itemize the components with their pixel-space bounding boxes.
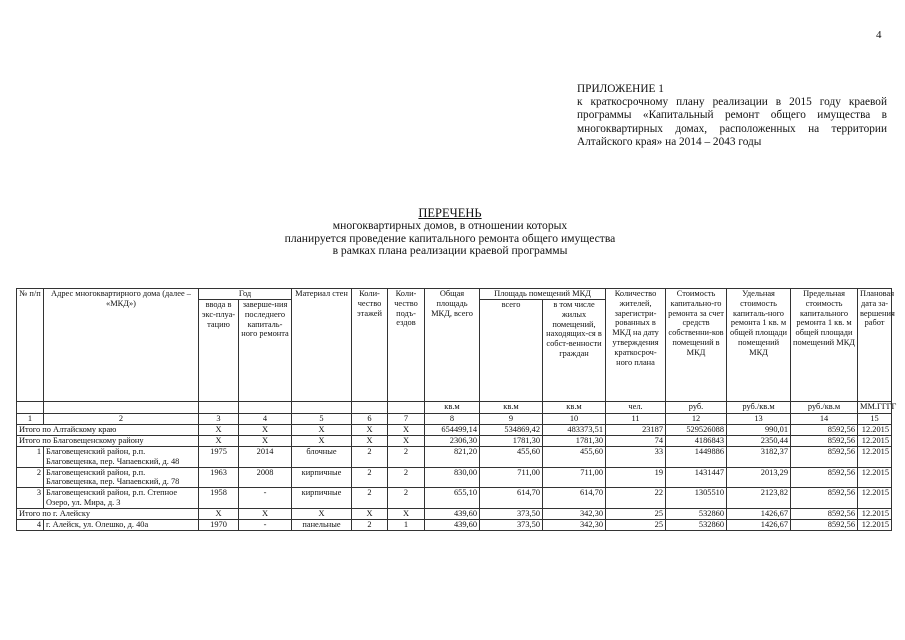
header-area-all: всего <box>480 300 543 402</box>
cell-residents: 22 <box>606 488 666 509</box>
cell-unit-cost: 1426,67 <box>727 519 791 530</box>
cell-area-all: 711,00 <box>480 467 543 488</box>
header-total-area: Общая площадь МКД, всего <box>425 289 480 402</box>
unit-cell: руб. <box>666 402 727 414</box>
houses-table <box>16 288 897 531</box>
header-entrances: Коли-чество подъ-ездов <box>388 289 425 402</box>
total-row <box>17 436 892 447</box>
table-row <box>17 467 892 488</box>
cell-year-completion: Х <box>239 508 292 519</box>
cell-year-completion: Х <box>239 436 292 447</box>
table-row <box>17 488 892 509</box>
cell-residents: 19 <box>606 467 666 488</box>
cell-planned-date: 12.2015 <box>858 436 892 447</box>
title-line-1: многоквартирных домов, в отношении которых <box>332 219 568 233</box>
cell-no: 3 <box>17 488 44 509</box>
cell-floors: 2 <box>352 519 388 530</box>
cell-max-cost: 8592,56 <box>791 425 858 436</box>
cell-area-all: 455,60 <box>480 447 543 468</box>
cell-area-living: 455,60 <box>543 447 606 468</box>
cell-entrances: 1 <box>388 519 425 530</box>
cell-planned-date: 12.2015 <box>858 447 892 468</box>
cell-year-completion: Х <box>239 425 292 436</box>
cell-year-commission: 1970 <box>199 519 239 530</box>
cell-floors: 2 <box>352 447 388 468</box>
header-floors: Коли-чество этажей <box>352 289 388 402</box>
page-number: 4 <box>876 29 882 41</box>
col-number: 9 <box>480 414 543 425</box>
cell-residents: 33 <box>606 447 666 468</box>
cell-wall: панельные <box>292 519 352 530</box>
header-cost: Стоимость капитально-го ремонта за счет средств собственни-ков помещений в МКД <box>666 289 727 402</box>
cell-cost: 1449886 <box>666 447 727 468</box>
title-line-2: планируется проведение капитального ремонта общего имущества <box>284 231 616 245</box>
cell-cost: 4186843 <box>666 436 727 447</box>
header-no: № п/п <box>17 289 44 402</box>
col-number: 14 <box>791 414 858 425</box>
cell-area-all: 373,50 <box>480 519 543 530</box>
cell-max-cost: 8592,56 <box>791 467 858 488</box>
total-label: Итого по Алтайскому краю <box>17 425 199 436</box>
document-title <box>200 207 700 258</box>
col-number: 12 <box>666 414 727 425</box>
cell-area-living: 483373,51 <box>543 425 606 436</box>
col-number: 5 <box>292 414 352 425</box>
cell-year-commission: Х <box>199 508 239 519</box>
header-wall: Материал стен <box>292 289 352 402</box>
col-number: 1 <box>17 414 44 425</box>
cell-year-commission: Х <box>199 425 239 436</box>
cell-area-living: 342,30 <box>543 508 606 519</box>
cell-floors: Х <box>352 425 388 436</box>
header-area-living: в том числе жилых помещений, находящих-ся в собст-венности граждан <box>543 300 606 402</box>
cell-year-completion: - <box>239 488 292 509</box>
cell-no: 2 <box>17 467 44 488</box>
cell-entrances: 2 <box>388 467 425 488</box>
cell-area-living: 342,30 <box>543 519 606 530</box>
cell-wall: блочные <box>292 447 352 468</box>
col-number: 8 <box>425 414 480 425</box>
cell-year-commission: 1958 <box>199 488 239 509</box>
cell-unit-cost: 2123,82 <box>727 488 791 509</box>
cell-entrances: Х <box>388 508 425 519</box>
unit-cell: кв.м <box>480 402 543 414</box>
cell-max-cost: 8592,56 <box>791 447 858 468</box>
header-year-commission: ввода в экс-плуа-тацию <box>199 300 239 402</box>
cell-total-area: 830,00 <box>425 467 480 488</box>
title-line-3: в рамках плана реализации краевой программы <box>332 244 568 258</box>
col-number: 11 <box>606 414 666 425</box>
col-number: 2 <box>44 414 199 425</box>
cell-year-completion: - <box>239 519 292 530</box>
cell-address: Благовещенский район, р.п. Степное Озеро, ул. Мира, д. 3 <box>44 488 199 509</box>
header-year: Год <box>199 289 292 300</box>
cell-planned-date: 12.2015 <box>858 425 892 436</box>
cell-floors: Х <box>352 508 388 519</box>
units-row <box>17 402 892 414</box>
appendix-text: к краткосрочному плану реализации в 2015 году краевой программы «Капитальный ремонт общего имущества в многоквартирных домах, расположенных на территории Алтайского края» на 2014 – 2043 годы <box>577 96 887 148</box>
cell-area-living: 1781,30 <box>543 436 606 447</box>
cell-entrances: Х <box>388 425 425 436</box>
cell-residents: 25 <box>606 508 666 519</box>
cell-area-living: 614,70 <box>543 488 606 509</box>
cell-year-completion: 2014 <box>239 447 292 468</box>
cell-planned-date: 12.2015 <box>858 488 892 509</box>
cell-wall: Х <box>292 508 352 519</box>
cell-unit-cost: 2013,29 <box>727 467 791 488</box>
cell-area-living: 711,00 <box>543 467 606 488</box>
col-number: 4 <box>239 414 292 425</box>
cell-cost: 529526088 <box>666 425 727 436</box>
cell-no: 4 <box>17 519 44 530</box>
cell-floors: 2 <box>352 488 388 509</box>
cell-unit-cost: 2350,44 <box>727 436 791 447</box>
table-row <box>17 447 892 468</box>
unit-cell: ММ.ГГГГ <box>858 402 892 414</box>
cell-year-completion: 2008 <box>239 467 292 488</box>
header-max-cost: Предельная стоимость капитального ремонта 1 кв. м общей площади помещений МКД <box>791 289 858 402</box>
title-heading: ПЕРЕЧЕНЬ <box>418 206 482 220</box>
cell-residents: 74 <box>606 436 666 447</box>
cell-year-commission: 1975 <box>199 447 239 468</box>
cell-total-area: 439,60 <box>425 508 480 519</box>
cell-wall: кирпичные <box>292 488 352 509</box>
header-area-group: Площадь помещений МКД <box>480 289 606 300</box>
header-residents: Количество жителей, зарегистри-рованных в МКД на дату утверждения краткосроч-ного плана <box>606 289 666 402</box>
cell-year-commission: Х <box>199 436 239 447</box>
total-row <box>17 508 892 519</box>
cell-wall: Х <box>292 425 352 436</box>
cell-cost: 532860 <box>666 508 727 519</box>
cell-entrances: 2 <box>388 488 425 509</box>
cell-total-area: 654499,14 <box>425 425 480 436</box>
cell-residents: 25 <box>606 519 666 530</box>
cell-max-cost: 8592,56 <box>791 508 858 519</box>
cell-area-all: 614,70 <box>480 488 543 509</box>
cell-cost: 1431447 <box>666 467 727 488</box>
cell-address: Благовещенский район, р.п. Благовещенка, пер. Чапаевский, д. 48 <box>44 447 199 468</box>
cell-wall: кирпичные <box>292 467 352 488</box>
cell-area-all: 373,50 <box>480 508 543 519</box>
cell-total-area: 655,10 <box>425 488 480 509</box>
cell-planned-date: 12.2015 <box>858 519 892 530</box>
appendix-title: ПРИЛОЖЕНИЕ 1 <box>577 83 664 95</box>
cell-address: г. Алейск, ул. Олешко, д. 40а <box>44 519 199 530</box>
col-number: 15 <box>858 414 892 425</box>
cell-wall: Х <box>292 436 352 447</box>
cell-unit-cost: 1426,67 <box>727 508 791 519</box>
cell-max-cost: 8592,56 <box>791 519 858 530</box>
unit-cell: руб./кв.м <box>727 402 791 414</box>
cell-floors: Х <box>352 436 388 447</box>
unit-cell: чел. <box>606 402 666 414</box>
header-unit-cost: Удельная стоимость капиталь-ного ремонта 1 кв. м общей площади помещений МКД <box>727 289 791 402</box>
total-row <box>17 425 892 436</box>
unit-cell: кв.м <box>543 402 606 414</box>
cell-year-commission: 1963 <box>199 467 239 488</box>
cell-max-cost: 8592,56 <box>791 436 858 447</box>
col-number: 6 <box>352 414 388 425</box>
cell-residents: 23187 <box>606 425 666 436</box>
header-planned-date: Плановая дата за-вершения работ <box>858 289 892 402</box>
total-label: Итого по Благовещенскому району <box>17 436 199 447</box>
col-number: 10 <box>543 414 606 425</box>
cell-total-area: 2306,30 <box>425 436 480 447</box>
unit-cell: кв.м <box>425 402 480 414</box>
cell-entrances: 2 <box>388 447 425 468</box>
total-label: Итого по г. Алейску <box>17 508 199 519</box>
cell-cost: 1305510 <box>666 488 727 509</box>
cell-entrances: Х <box>388 436 425 447</box>
cell-floors: 2 <box>352 467 388 488</box>
cell-unit-cost: 990,01 <box>727 425 791 436</box>
appendix-block <box>577 83 887 149</box>
table-row <box>17 519 892 530</box>
cell-planned-date: 12.2015 <box>858 508 892 519</box>
cell-planned-date: 12.2015 <box>858 467 892 488</box>
header-year-completion: заверше-ния последнего капиталь-ного ремонта <box>239 300 292 402</box>
col-number: 13 <box>727 414 791 425</box>
cell-area-all: 534869,42 <box>480 425 543 436</box>
cell-address: Благовещенский район, р.п. Благовещенка, пер. Чапаевский, д. 78 <box>44 467 199 488</box>
cell-max-cost: 8592,56 <box>791 488 858 509</box>
cell-unit-cost: 3182,37 <box>727 447 791 468</box>
cell-no: 1 <box>17 447 44 468</box>
column-numbers-row <box>17 414 892 425</box>
col-number: 7 <box>388 414 425 425</box>
cell-total-area: 439,60 <box>425 519 480 530</box>
col-number: 3 <box>199 414 239 425</box>
header-address: Адрес многоквартирного дома (далее – «МКД») <box>44 289 199 402</box>
cell-total-area: 821,20 <box>425 447 480 468</box>
cell-area-all: 1781,30 <box>480 436 543 447</box>
cell-cost: 532860 <box>666 519 727 530</box>
unit-cell: руб./кв.м <box>791 402 858 414</box>
